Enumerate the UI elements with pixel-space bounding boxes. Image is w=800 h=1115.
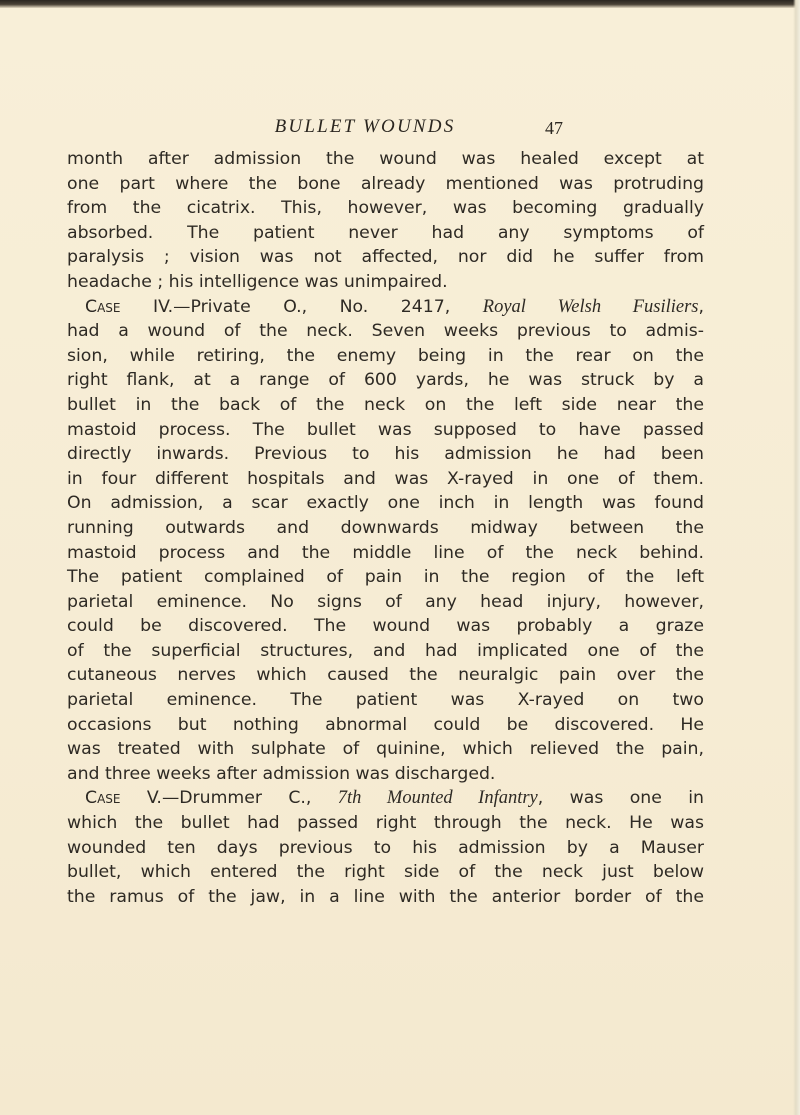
text-line: which the bullet had passed right through the neck. He was [67, 813, 704, 834]
text-line: month after admission the wound was healed except at [67, 149, 704, 169]
text-line: occasions but nothing abnormal could be discovered. He [67, 714, 704, 735]
page-header [0, 116, 800, 146]
page-top-edge [0, 0, 800, 8]
text-line: had a wound of the neck. Seven weeks previous to admis- [67, 321, 704, 342]
text-line: mastoid process. The bullet was supposed to have passed [67, 419, 704, 440]
text-line: one part where the bone already mentioned was protruding [67, 173, 704, 194]
case-label: Case IV. [85, 296, 174, 317]
case-label: Case V. [85, 788, 162, 809]
text-line: headache ; his intelligence was unimpaired. [67, 271, 448, 292]
text-line: directly inwards. Previous to his admission he had been [67, 444, 704, 465]
text-line: absorbed. The patient never had any symptoms of [67, 222, 704, 243]
page-right-edge [793, 0, 800, 1115]
text-line: and three weeks after admission was discharged. [67, 763, 496, 784]
text-line: the ramus of the jaw, in a line with the anterior border of the [67, 886, 704, 907]
running-head: BULLET WOUNDS [274, 116, 456, 137]
case-text: —Private O., No. 2417, [173, 296, 483, 317]
text-line: could be discovered. The wound was probably a graze [67, 616, 704, 637]
text-line: bullet, which entered the right side of the neck just below [67, 862, 704, 883]
body-text [67, 147, 704, 909]
text-line: of the superficial structures, and had implicated one of the [67, 640, 704, 661]
page-number: 47 [545, 118, 563, 138]
text-line: parietal eminence. No signs of any head injury, however, [67, 591, 704, 612]
text-line: sion, while retiring, the enemy being in the rear on the [67, 345, 704, 366]
text-line: in four different hospitals and was X-rayed in one of them. [67, 468, 704, 489]
text-line: cutaneous nerves which caused the neuralgic pain over the [67, 665, 704, 686]
text-line: running outwards and downwards midway between the [67, 517, 704, 538]
case-iv-heading-line [67, 295, 704, 320]
case-v-heading-line [67, 786, 704, 811]
text-line: The patient complained of pain in the region of the left [67, 567, 704, 588]
text-line: On admission, a scar exactly one inch in length was found [67, 493, 704, 514]
regiment-name: 7th Mounted Infantry [337, 788, 538, 809]
text-line: parietal eminence. The patient was X-rayed on two [67, 690, 704, 711]
case-text: —Drummer C., [161, 788, 338, 809]
text-line: mastoid process and the middle line of the neck behind. [67, 542, 704, 563]
text-line: right flank, at a range of 600 yards, he was struck by a [67, 370, 704, 391]
text-line: from the cicatrix. This, however, was becoming gradually [67, 198, 704, 219]
regiment-name: Royal Welsh Fusiliers [482, 296, 699, 317]
case-text-after: , was one in [537, 788, 705, 809]
text-line: bullet in the back of the neck on the left side near the [67, 394, 704, 415]
text-line: was treated with sulphate of quinine, which relieved the pain, [67, 739, 704, 760]
text-line: wounded ten days previous to his admission by a Mauser [67, 837, 704, 858]
text-line: paralysis ; vision was not affected, nor did he suffer from [67, 247, 704, 268]
case-text-after: , [698, 296, 704, 317]
